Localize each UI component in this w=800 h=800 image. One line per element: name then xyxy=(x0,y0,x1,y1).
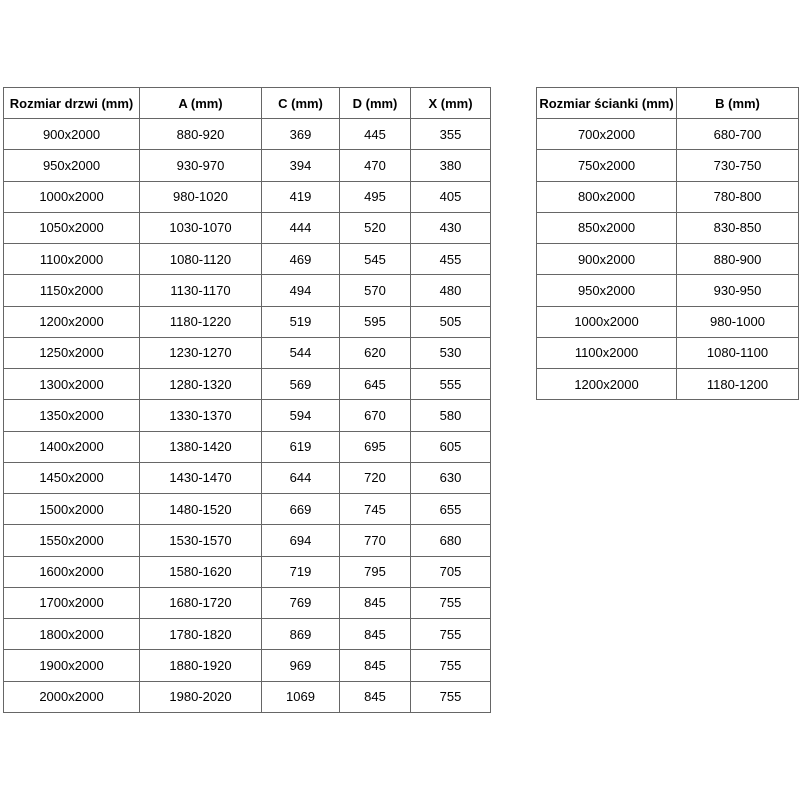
table-cell: 1450x2000 xyxy=(4,462,140,493)
table-row xyxy=(537,275,799,306)
table-cell: 1100x2000 xyxy=(537,337,677,368)
table-cell: 670 xyxy=(340,400,411,431)
table-cell: 730-750 xyxy=(677,150,799,181)
table-cell: 570 xyxy=(340,275,411,306)
table-cell: 495 xyxy=(340,181,411,212)
table-row xyxy=(4,494,491,525)
table-cell: 545 xyxy=(340,244,411,275)
table-cell: 1130-1170 xyxy=(140,275,262,306)
table-row xyxy=(537,337,799,368)
table-cell: 480 xyxy=(411,275,491,306)
table-cell: 619 xyxy=(262,431,340,462)
table-cell: 1550x2000 xyxy=(4,525,140,556)
table-cell: 430 xyxy=(411,212,491,243)
table-cell: 1400x2000 xyxy=(4,431,140,462)
table-cell: 505 xyxy=(411,306,491,337)
table-cell: 530 xyxy=(411,337,491,368)
table-row xyxy=(537,244,799,275)
table-cell: 755 xyxy=(411,681,491,712)
column-header: Rozmiar drzwi (mm) xyxy=(4,88,140,119)
table-cell: 470 xyxy=(340,150,411,181)
table-row xyxy=(4,150,491,181)
table-cell: 845 xyxy=(340,681,411,712)
table-cell: 2000x2000 xyxy=(4,681,140,712)
table-row xyxy=(4,525,491,556)
table-cell: 1600x2000 xyxy=(4,556,140,587)
column-header: A (mm) xyxy=(140,88,262,119)
table-cell: 980-1020 xyxy=(140,181,262,212)
table-cell: 845 xyxy=(340,650,411,681)
table-cell: 869 xyxy=(262,619,340,650)
table-cell: 1300x2000 xyxy=(4,369,140,400)
table-row xyxy=(4,306,491,337)
table-cell: 1100x2000 xyxy=(4,244,140,275)
table-cell: 950x2000 xyxy=(4,150,140,181)
table-cell: 800x2000 xyxy=(537,181,677,212)
table-row xyxy=(4,556,491,587)
table-cell: 769 xyxy=(262,587,340,618)
table-cell: 1000x2000 xyxy=(4,181,140,212)
table-cell: 419 xyxy=(262,181,340,212)
table-cell: 1980-2020 xyxy=(140,681,262,712)
table-cell: 1000x2000 xyxy=(537,306,677,337)
table-row xyxy=(4,244,491,275)
table-cell: 795 xyxy=(340,556,411,587)
table-cell: 519 xyxy=(262,306,340,337)
table-cell: 755 xyxy=(411,587,491,618)
table-cell: 520 xyxy=(340,212,411,243)
table-cell: 1150x2000 xyxy=(4,275,140,306)
table-cell: 950x2000 xyxy=(537,275,677,306)
column-header: C (mm) xyxy=(262,88,340,119)
table-cell: 1480-1520 xyxy=(140,494,262,525)
table-cell: 555 xyxy=(411,369,491,400)
table-cell: 394 xyxy=(262,150,340,181)
table-cell: 405 xyxy=(411,181,491,212)
table-row xyxy=(537,119,799,150)
table-cell: 569 xyxy=(262,369,340,400)
table-cell: 1350x2000 xyxy=(4,400,140,431)
table-cell: 720 xyxy=(340,462,411,493)
table-cell: 830-850 xyxy=(677,212,799,243)
table-cell: 1430-1470 xyxy=(140,462,262,493)
column-header: D (mm) xyxy=(340,88,411,119)
table-row xyxy=(4,619,491,650)
table-cell: 900x2000 xyxy=(4,119,140,150)
table-cell: 719 xyxy=(262,556,340,587)
table-cell: 1200x2000 xyxy=(4,306,140,337)
table-cell: 655 xyxy=(411,494,491,525)
table-cell: 1050x2000 xyxy=(4,212,140,243)
table-cell: 755 xyxy=(411,650,491,681)
table-row xyxy=(4,369,491,400)
table-cell: 845 xyxy=(340,587,411,618)
table-cell: 1380-1420 xyxy=(140,431,262,462)
table-row xyxy=(4,587,491,618)
header-row xyxy=(537,88,799,119)
table-cell: 595 xyxy=(340,306,411,337)
table-cell: 930-970 xyxy=(140,150,262,181)
table-cell: 1280-1320 xyxy=(140,369,262,400)
table-cell: 695 xyxy=(340,431,411,462)
table-cell: 700x2000 xyxy=(537,119,677,150)
table-row xyxy=(4,400,491,431)
table-cell: 1180-1220 xyxy=(140,306,262,337)
table-cell: 880-920 xyxy=(140,119,262,150)
table-cell: 594 xyxy=(262,400,340,431)
table-cell: 770 xyxy=(340,525,411,556)
table-cell: 850x2000 xyxy=(537,212,677,243)
table-cell: 355 xyxy=(411,119,491,150)
table-row xyxy=(4,181,491,212)
table-cell: 1700x2000 xyxy=(4,587,140,618)
table-cell: 750x2000 xyxy=(537,150,677,181)
table-cell: 369 xyxy=(262,119,340,150)
table-row xyxy=(537,150,799,181)
table-cell: 1500x2000 xyxy=(4,494,140,525)
table-cell: 580 xyxy=(411,400,491,431)
table-row xyxy=(4,650,491,681)
table-cell: 380 xyxy=(411,150,491,181)
table-row xyxy=(4,212,491,243)
table-cell: 1080-1120 xyxy=(140,244,262,275)
column-header: B (mm) xyxy=(677,88,799,119)
wall-sizes-table-head xyxy=(537,88,799,119)
table-cell: 1080-1100 xyxy=(677,337,799,368)
table-row xyxy=(4,337,491,368)
table-cell: 645 xyxy=(340,369,411,400)
table-cell: 1900x2000 xyxy=(4,650,140,681)
table-row xyxy=(4,681,491,712)
wall-sizes-table xyxy=(536,87,799,400)
table-cell: 630 xyxy=(411,462,491,493)
table-cell: 1069 xyxy=(262,681,340,712)
table-cell: 455 xyxy=(411,244,491,275)
table-cell: 745 xyxy=(340,494,411,525)
table-row xyxy=(4,462,491,493)
column-header: Rozmiar ścianki (mm) xyxy=(537,88,677,119)
table-cell: 680 xyxy=(411,525,491,556)
table-cell: 494 xyxy=(262,275,340,306)
table-cell: 444 xyxy=(262,212,340,243)
door-sizes-table-body xyxy=(4,119,491,713)
wall-sizes-table-body xyxy=(537,119,799,400)
table-cell: 1800x2000 xyxy=(4,619,140,650)
table-row xyxy=(4,119,491,150)
table-cell: 1180-1200 xyxy=(677,369,799,400)
table-cell: 1880-1920 xyxy=(140,650,262,681)
table-cell: 669 xyxy=(262,494,340,525)
table-cell: 755 xyxy=(411,619,491,650)
table-cell: 880-900 xyxy=(677,244,799,275)
table-cell: 680-700 xyxy=(677,119,799,150)
table-cell: 900x2000 xyxy=(537,244,677,275)
table-cell: 705 xyxy=(411,556,491,587)
table-cell: 644 xyxy=(262,462,340,493)
table-cell: 780-800 xyxy=(677,181,799,212)
table-cell: 845 xyxy=(340,619,411,650)
table-row xyxy=(537,369,799,400)
door-sizes-table-head xyxy=(4,88,491,119)
table-row xyxy=(537,212,799,243)
table-cell: 1030-1070 xyxy=(140,212,262,243)
table-cell: 445 xyxy=(340,119,411,150)
table-cell: 1530-1570 xyxy=(140,525,262,556)
table-cell: 1580-1620 xyxy=(140,556,262,587)
table-row xyxy=(537,306,799,337)
column-header: X (mm) xyxy=(411,88,491,119)
table-row xyxy=(4,431,491,462)
table-cell: 1330-1370 xyxy=(140,400,262,431)
table-cell: 1230-1270 xyxy=(140,337,262,368)
table-cell: 969 xyxy=(262,650,340,681)
table-cell: 469 xyxy=(262,244,340,275)
table-cell: 620 xyxy=(340,337,411,368)
header-row xyxy=(4,88,491,119)
table-cell: 1780-1820 xyxy=(140,619,262,650)
table-cell: 694 xyxy=(262,525,340,556)
table-cell: 1200x2000 xyxy=(537,369,677,400)
table-cell: 544 xyxy=(262,337,340,368)
table-cell: 930-950 xyxy=(677,275,799,306)
table-cell: 605 xyxy=(411,431,491,462)
table-row xyxy=(4,275,491,306)
table-cell: 980-1000 xyxy=(677,306,799,337)
table-cell: 1250x2000 xyxy=(4,337,140,368)
door-sizes-table xyxy=(3,87,491,713)
table-row xyxy=(537,181,799,212)
table-cell: 1680-1720 xyxy=(140,587,262,618)
